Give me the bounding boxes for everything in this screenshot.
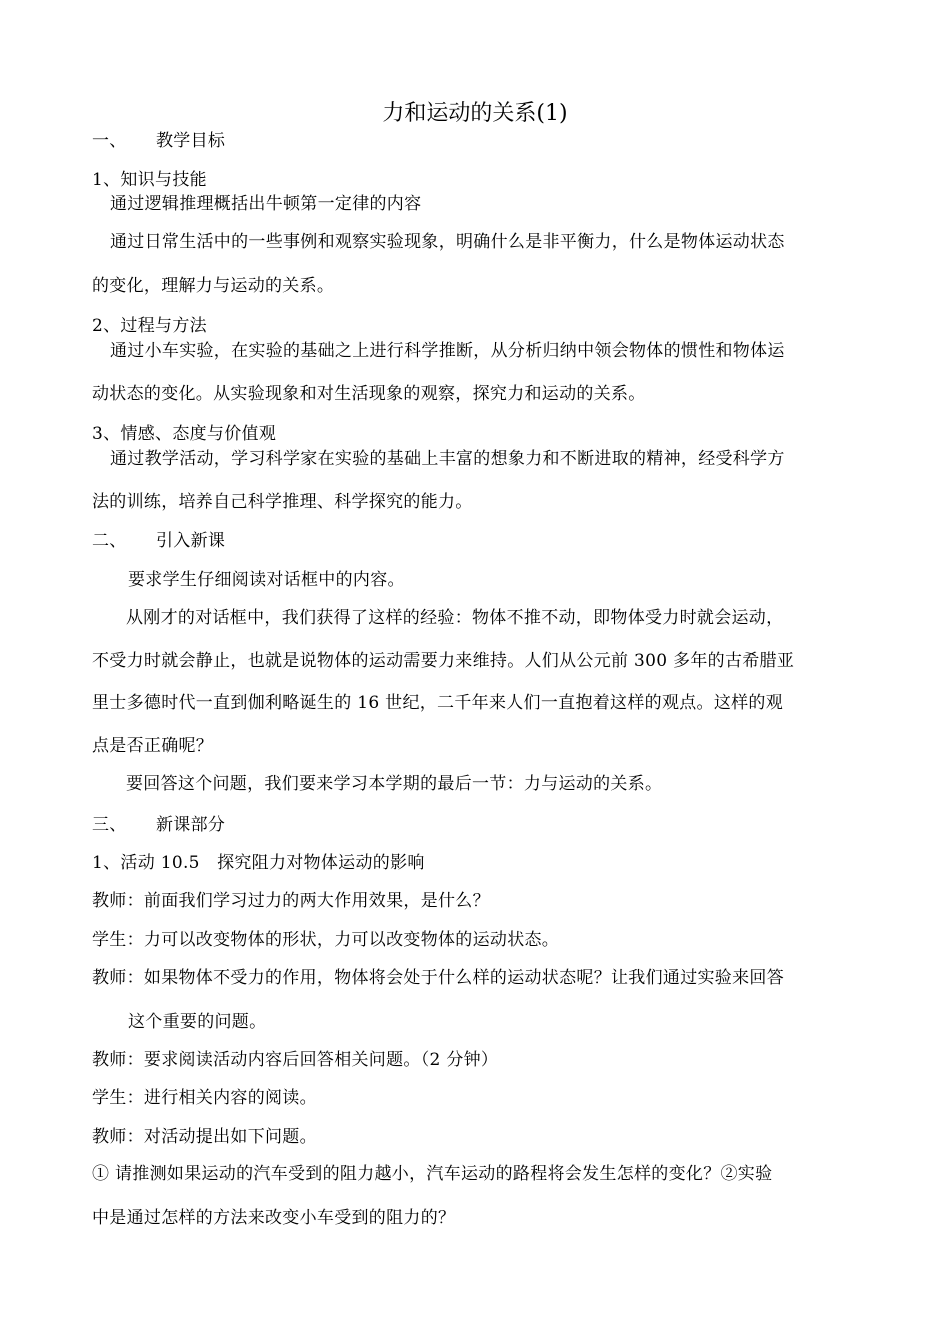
dialogue-line: 教师：对活动提出如下问题。 [92, 1127, 317, 1147]
paragraph: 要回答这个问题，我们要来学习本学期的最后一节：力与运动的关系。 [126, 774, 663, 794]
section-title: 新课部分 [156, 815, 226, 835]
paragraph-continued: 点是否正确呢？ [92, 736, 214, 756]
paragraph: 通过教学活动，学习科学家在实验的基础上丰富的想象力和不断进取的精神，经受科学方 [110, 449, 785, 469]
dialogue-line: 学生：力可以改变物体的形状，力可以改变物体的运动状态。 [92, 930, 560, 950]
paragraph-continued: 的变化，理解力与运动的关系。 [92, 276, 335, 296]
dialogue-line: 学生：进行相关内容的阅读。 [92, 1088, 317, 1108]
document-title: 力和运动的关系(1) [382, 101, 568, 126]
paragraph: 从刚才的对话框中，我们获得了这样的经验：物体不推不动，即物体受力时就会运动， [126, 608, 784, 628]
paragraph: 通过逻辑推理概括出牛顿第一定律的内容 [110, 194, 422, 214]
dialogue-line: 教师：如果物体不受力的作用，物体将会处于什么样的运动状态呢？让我们通过实验来回答 [92, 968, 784, 988]
dialogue-line: 教师：要求阅读活动内容后回答相关问题。（2 分钟） [92, 1050, 499, 1070]
section-title: 引入新课 [156, 531, 226, 551]
activity-heading: 1、活动 10.5 探究阻力对物体运动的影响 [92, 853, 425, 873]
section-number: 三、 [92, 815, 127, 835]
paragraph: 通过日常生活中的一些事例和观察实验现象，明确什么是非平衡力，什么是物体运动状态 [110, 232, 785, 252]
paragraph-continued: 不受力时就会静止，也就是说物体的运动需要力来维持。人们从公元前 300 多年的古希腊亚 [92, 651, 795, 671]
section-number: 一、 [92, 131, 127, 151]
section-2-heading [92, 530, 225, 552]
dialogue-line-continued: 这个重要的问题。 [128, 1012, 267, 1032]
subsection-attitude: 3、情感、态度与价值观 [92, 424, 277, 444]
subsection-process: 2、过程与方法 [92, 316, 207, 336]
section-1-heading [92, 130, 225, 152]
subsection-knowledge: 1、知识与技能 [92, 170, 207, 190]
paragraph: 通过小车实验，在实验的基础之上进行科学推断，从分析归纳中领会物体的惯性和物体运 [110, 341, 785, 361]
paragraph-continued: 动状态的变化。从实验现象和对生活现象的观察，探究力和运动的关系。 [92, 384, 646, 404]
section-title: 教学目标 [156, 131, 226, 151]
section-number: 二、 [92, 531, 127, 551]
paragraph-continued: 法的训练，培养自己科学推理、科学探究的能力。 [92, 492, 473, 512]
paragraph: 要求学生仔细阅读对话框中的内容。 [128, 570, 405, 590]
dialogue-line: 教师：前面我们学习过力的两大作用效果，是什么？ [92, 891, 490, 911]
question-text: ① 请推测如果运动的汽车受到的阻力越小，汽车运动的路程将会发生怎样的变化？②实验 [92, 1164, 773, 1184]
paragraph-continued: 里士多德时代一直到伽利略诞生的 16 世纪，二千年来人们一直抱着这样的观点。这样的观 [92, 693, 784, 713]
section-3-heading [92, 814, 225, 836]
question-text-continued: 中是通过怎样的方法来改变小车受到的阻力的？ [92, 1208, 456, 1228]
